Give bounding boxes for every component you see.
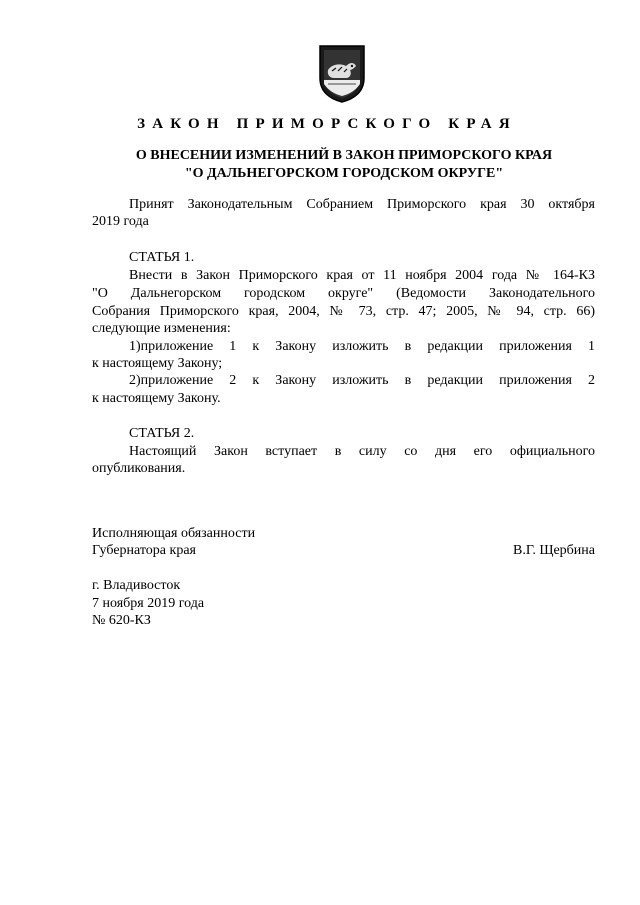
article-2-line: опубликования.	[92, 461, 186, 476]
article-2-line: Настоящий Закон вступает в силу со дня его официального	[129, 444, 595, 459]
adopted-line-1: Принят Законодательным Собранием Приморского края 30 октября	[129, 197, 595, 212]
article-1-intro-line: "О Дальнегорском городском округе" (Ведомости Законодательного	[92, 286, 595, 301]
law-number: № 620-КЗ	[92, 613, 151, 628]
article-1-heading: СТАТЬЯ 1.	[129, 250, 195, 265]
article-1-intro-line: Собрания Приморского края, 2004, № 73, стр. 47; 2005, № 94, стр. 66)	[92, 304, 595, 319]
signatory-position-line-2: Губернатора края	[92, 543, 196, 558]
law-subtitle-line-2: "О ДАЛЬНЕГОРСКОМ ГОРОДСКОМ ОКРУГЕ"	[184, 166, 504, 181]
article-1-item-2-line: 2)приложение 2 к Закону изложить в редакции приложения 2	[129, 373, 595, 388]
article-1-item-1-line: 1)приложение 1 к Закону изложить в редакции приложения 1	[129, 339, 595, 354]
adopted-line-2: 2019 года	[92, 214, 149, 229]
signatory-name: В.Г. Щербина	[512, 543, 595, 558]
place-of-signing: г. Владивосток	[92, 578, 181, 593]
article-1-intro-line: следующие изменения:	[92, 321, 231, 336]
coat-of-arms-icon	[316, 44, 368, 104]
law-subtitle-line-1: О ВНЕСЕНИИ ИЗМЕНЕНИЙ В ЗАКОН ПРИМОРСКОГО КРАЯ	[135, 148, 553, 163]
article-1-item-1-line: к настоящему Закону;	[92, 356, 223, 371]
article-2-heading: СТАТЬЯ 2.	[129, 426, 195, 441]
article-1-item-2-line: к настоящему Закону.	[92, 391, 221, 406]
law-title: ЗАКОН ПРИМОРСКОГО КРАЯ	[137, 116, 517, 132]
signatory-position-line-1: Исполняющая обязанности	[92, 526, 256, 541]
article-1-intro-line: Внести в Закон Приморского края от 11 ноября 2004 года № 164-КЗ	[129, 268, 595, 283]
signing-date: 7 ноября 2019 года	[92, 596, 205, 611]
